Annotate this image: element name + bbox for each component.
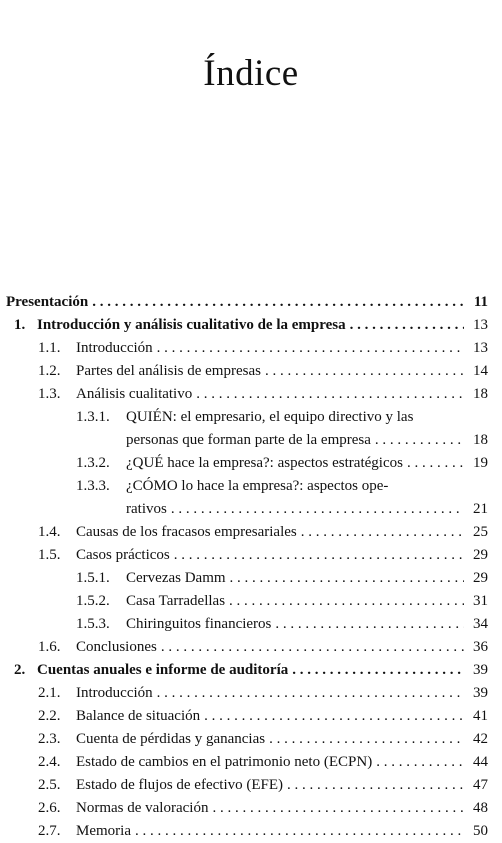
toc-entry-page: 44: [473, 754, 488, 770]
leader-dots: [212, 798, 464, 818]
leader-dots: [292, 660, 464, 680]
toc-entry-number: 2.1.: [38, 685, 61, 701]
toc-entry-text: QUIÉN: el empresario, el equipo directivo y las: [126, 409, 414, 425]
toc-entry-page: 48: [473, 800, 488, 816]
leader-dots: [229, 591, 464, 611]
toc-entry-1-3-1-line1: [76, 407, 413, 427]
leader-dots: [376, 752, 464, 772]
toc-entry-number: 1.3.3.: [76, 478, 110, 494]
toc-entry-page: 13: [473, 317, 488, 333]
toc-entry-1-3-3-line1: [76, 476, 388, 496]
toc-entry-1-3-1-line2: [126, 430, 488, 452]
toc-entry-number: 1.2.: [38, 363, 61, 379]
toc-entry-page: 34: [473, 616, 488, 632]
toc-entry-presentacion: [6, 292, 488, 314]
toc-entry-2-1: [38, 683, 488, 705]
toc-entry-1-1: [38, 338, 488, 360]
leader-dots: [157, 338, 464, 358]
toc-entry-number: 1.4.: [38, 524, 61, 540]
toc-entry-text: Casos prácticos: [76, 547, 170, 563]
toc-entry-text: Estado de cambios en el patrimonio neto (ECPN): [76, 754, 373, 770]
toc-entry-number: 2.2.: [38, 708, 61, 724]
toc-entry-chapter-1: [14, 315, 488, 337]
toc-entry-number: 1.5.: [38, 547, 61, 563]
leader-dots: [174, 545, 464, 565]
toc-entry-number: 1.3.2.: [76, 455, 110, 471]
leader-dots: [287, 775, 464, 795]
toc-entry-text: Partes del análisis de empresas: [76, 363, 261, 379]
toc-entry-number: 1.1.: [38, 340, 61, 356]
page-title: Índice: [203, 53, 299, 94]
leader-dots: [161, 637, 464, 657]
toc-entry-1-6: [38, 637, 488, 659]
toc-entry-text: Conclusiones: [76, 639, 157, 655]
toc-entry-2-6: [38, 798, 488, 820]
toc-entry-text: Chiringuitos financieros: [126, 616, 272, 632]
toc-entry-page: 11: [473, 294, 488, 310]
toc-entry-1-5-3: [76, 614, 488, 636]
leader-dots: [275, 614, 464, 634]
leader-dots: [135, 821, 464, 841]
toc-entry-1-3-3-line2: [126, 499, 488, 521]
toc-entry-page: 13: [473, 340, 488, 356]
toc-entry-number: 2.3.: [38, 731, 61, 747]
toc-entry-text: Normas de valoración: [76, 800, 209, 816]
toc-entry-text: Introducción y análisis cualitativo de la empresa: [37, 317, 346, 333]
toc-entry-text: Causas de los fracasos empresariales: [76, 524, 297, 540]
toc-entry-number: 2.6.: [38, 800, 61, 816]
toc-entry-page: 39: [473, 685, 488, 701]
toc-entry-text: Cervezas Damm: [126, 570, 226, 586]
leader-dots: [407, 453, 464, 473]
toc-entry-page: 47: [473, 777, 488, 793]
toc-entry-text: Casa Tarradellas: [126, 593, 226, 609]
toc-entry-chapter-2: [14, 660, 488, 682]
toc-entry-text: Balance de situación: [76, 708, 201, 724]
toc-entry-2-3: [38, 729, 488, 751]
toc-entry-page: 31: [473, 593, 488, 609]
leader-dots: [265, 361, 464, 381]
toc-entry-page: 14: [473, 363, 488, 379]
toc-entry-text: ¿QUÉ hace la empresa?: aspectos estratégicos: [126, 455, 403, 471]
toc-entry-text-continued: rativos: [126, 501, 167, 517]
toc-entry-number: 2.7.: [38, 823, 61, 839]
toc-entry-number: 1.3.: [38, 386, 61, 402]
toc-entry-number: 2.5.: [38, 777, 61, 793]
toc-entry-number: 1.6.: [38, 639, 61, 655]
toc-entry-text: ¿CÓMO lo hace la empresa?: aspectos ope-: [126, 478, 389, 494]
toc-entry-2-5: [38, 775, 488, 797]
leader-dots: [204, 706, 464, 726]
toc-entry-text-continued: personas que forman parte de la empresa: [126, 432, 371, 448]
leader-dots: [375, 430, 464, 450]
leader-dots: [92, 292, 464, 312]
toc-entry-2-7: [38, 821, 488, 843]
toc-entry-number: 1.5.2.: [76, 593, 110, 609]
toc-entry-page: 18: [473, 432, 488, 448]
toc-entry-page: 29: [473, 547, 488, 563]
leader-dots: [196, 384, 464, 404]
toc-entry-number: 1.5.3.: [76, 616, 110, 632]
toc-entry-page: 19: [473, 455, 488, 471]
leader-dots: [157, 683, 464, 703]
leader-dots: [230, 568, 464, 588]
toc-entry-page: 18: [473, 386, 488, 402]
leader-dots: [350, 315, 464, 335]
toc-entry-1-4: [38, 522, 488, 544]
toc-entry-number: 2.: [14, 662, 26, 678]
toc-entry-page: 36: [473, 639, 488, 655]
toc-entry-1-5-1: [76, 568, 488, 590]
leader-dots: [269, 729, 464, 749]
toc-entry-1-5: [38, 545, 488, 567]
toc-entry-2-2: [38, 706, 488, 728]
toc-entry-text: Presentación: [6, 294, 89, 310]
toc-entry-page: 41: [473, 708, 488, 724]
toc-entry-1-3: [38, 384, 488, 406]
toc-entry-text: Cuentas anuales e informe de auditoría: [37, 662, 289, 678]
toc-entry-number: 1.: [14, 317, 26, 333]
leader-dots: [301, 522, 464, 542]
toc-entry-page: 50: [473, 823, 488, 839]
toc-entry-page: 25: [473, 524, 488, 540]
toc-entry-number: 1.3.1.: [76, 409, 110, 425]
toc-entry-1-2: [38, 361, 488, 383]
toc-entry-text: Estado de flujos de efectivo (EFE): [76, 777, 284, 793]
toc-entry-number: 1.5.1.: [76, 570, 110, 586]
toc-entry-number: 2.4.: [38, 754, 61, 770]
toc-entry-text: Introducción: [76, 340, 153, 356]
toc-entry-1-3-2: [76, 453, 488, 475]
toc-entry-page: 39: [473, 662, 488, 678]
toc-entry-text: Cuenta de pérdidas y ganancias: [76, 731, 266, 747]
toc-entry-text: Memoria: [76, 823, 131, 839]
toc-entry-1-5-2: [76, 591, 488, 613]
toc-entry-text: Introducción: [76, 685, 153, 701]
toc-entry-page: 29: [473, 570, 488, 586]
toc-entry-page: 21: [473, 501, 488, 517]
toc-entry-text: Análisis cualitativo: [76, 386, 193, 402]
toc-entry-page: 42: [473, 731, 488, 747]
leader-dots: [171, 499, 464, 519]
toc-entry-2-4: [38, 752, 488, 774]
